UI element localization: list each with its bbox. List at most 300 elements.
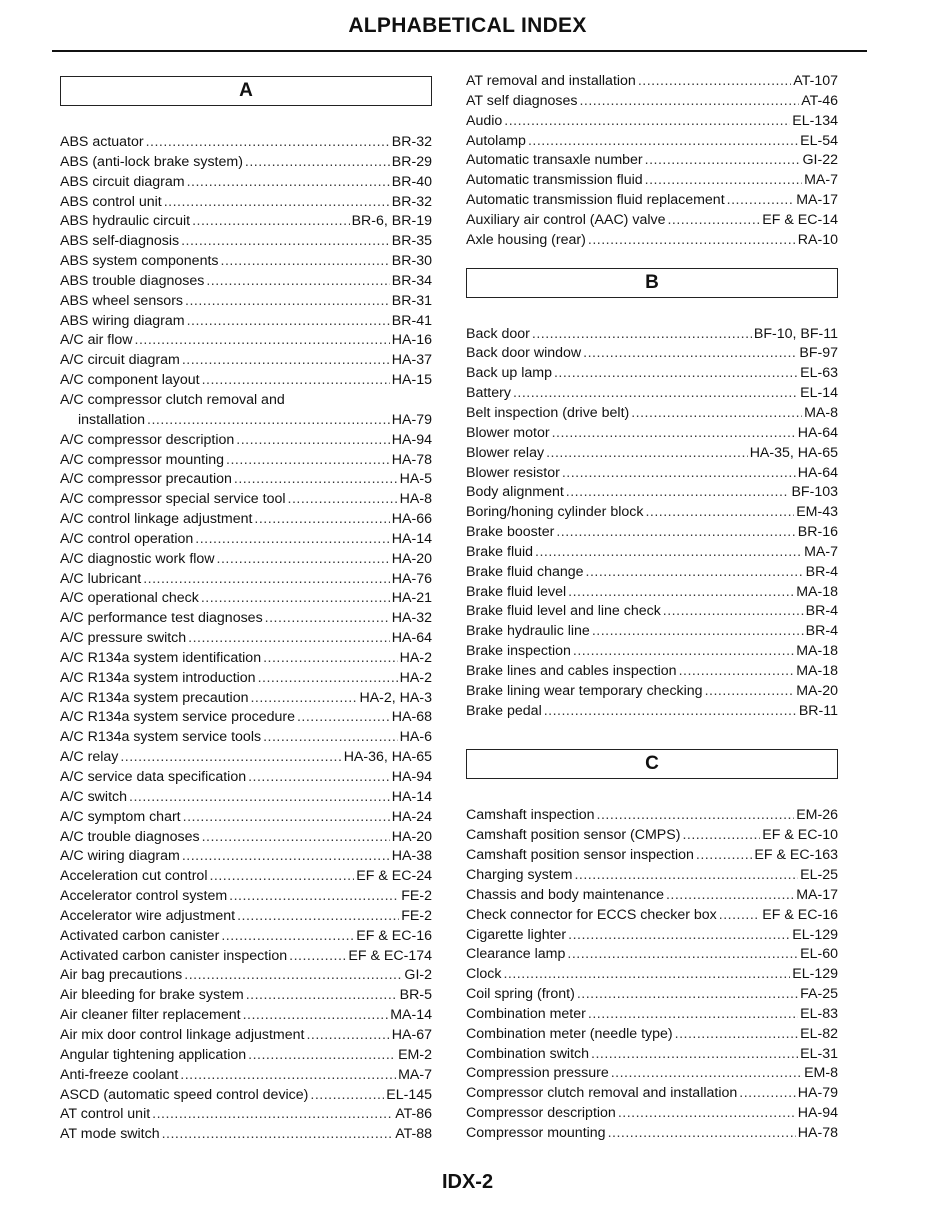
dot-leader <box>248 768 390 788</box>
entry-term: Autolamp <box>466 132 526 149</box>
dot-leader <box>645 503 794 523</box>
index-entry <box>60 927 432 947</box>
index-entry <box>466 483 838 503</box>
entry-page-ref: HA-76 <box>391 570 432 587</box>
entry-page-ref: EL-129 <box>792 926 838 943</box>
dot-leader <box>696 846 752 866</box>
entry-term: A/C R134a system precaution <box>60 689 249 706</box>
entry-page-ref: HA-64 <box>797 424 838 441</box>
entry-page-ref: HA-68 <box>391 709 432 726</box>
entry-page-ref: HA-2 <box>399 649 432 666</box>
entry-term: Combination meter <box>466 1005 586 1022</box>
index-entry <box>466 1025 838 1045</box>
dot-leader <box>618 1104 796 1124</box>
dot-leader <box>202 828 390 848</box>
index-entry <box>60 173 432 193</box>
entry-list-b <box>466 325 838 722</box>
index-entry <box>466 523 838 543</box>
entry-term: Axle housing (rear) <box>466 231 586 248</box>
dot-leader <box>562 464 796 484</box>
entry-term: Clearance lamp <box>466 946 566 963</box>
entry-term: Combination switch <box>466 1045 590 1062</box>
index-entry <box>466 132 838 152</box>
entry-page-ref: HA-35, HA-65 <box>749 444 838 461</box>
entry-term: Accelerator wire adjustment <box>60 907 236 924</box>
entry-page-ref: HA-20 <box>391 828 432 845</box>
entry-term: Air bag precautions <box>60 967 183 984</box>
entry-term: Coil spring (front) <box>466 986 575 1003</box>
dot-leader <box>162 1125 394 1145</box>
section-letter: A <box>239 80 253 101</box>
index-entry <box>466 384 838 404</box>
entry-page-ref: HA-38 <box>391 848 432 865</box>
entry-term: Automatic transaxle number <box>466 152 643 169</box>
entry-page-ref: EL-25 <box>800 867 838 883</box>
index-entry <box>60 907 432 927</box>
index-entry <box>466 1005 838 1025</box>
index-entry <box>60 847 432 867</box>
entry-page-ref: MA-14 <box>390 1007 432 1024</box>
dot-leader <box>727 191 795 211</box>
dot-leader <box>503 965 790 985</box>
entry-term: ABS wiring diagram <box>60 312 185 329</box>
entry-page-ref: AT-86 <box>395 1106 432 1123</box>
dot-leader <box>254 510 389 530</box>
index-entry <box>60 1066 432 1086</box>
index-entry <box>60 391 432 411</box>
index-column-right <box>466 72 838 1144</box>
entry-page-ref: HA-2 <box>399 669 432 686</box>
entry-page-ref: MA-7 <box>804 172 838 189</box>
entry-page-ref: HA-16 <box>391 332 432 349</box>
entry-page-ref: HA-14 <box>391 788 432 805</box>
entry-term: Camshaft position sensor inspection <box>466 847 694 864</box>
entry-page-ref: BR-4 <box>805 623 838 640</box>
entry-page-ref: EF & EC-163 <box>754 847 838 864</box>
dot-leader <box>201 589 390 609</box>
dot-leader <box>236 431 390 451</box>
entry-term: Belt inspection (drive belt) <box>466 404 630 421</box>
dot-leader <box>705 682 795 702</box>
index-entry <box>60 689 432 709</box>
index-entry <box>60 371 432 391</box>
entry-page-ref: FE-2 <box>401 888 432 905</box>
index-entry <box>466 171 838 191</box>
index-entry <box>60 748 432 768</box>
dot-leader <box>568 926 790 946</box>
entry-term: Chassis and body maintenance <box>466 886 664 903</box>
index-entry <box>466 191 838 211</box>
index-entry <box>466 211 838 231</box>
entry-term: Cigarette lighter <box>466 926 567 943</box>
page-number: IDX-2 <box>441 1171 494 1193</box>
entry-page-ref: EL-60 <box>800 946 838 963</box>
index-entry <box>60 1105 432 1125</box>
entry-term: Brake pedal <box>466 702 542 719</box>
entry-page-ref: EF & EC-16 <box>356 927 432 944</box>
index-entry <box>60 193 432 213</box>
index-entry <box>60 986 432 1006</box>
entry-page-ref: EM-26 <box>796 807 838 824</box>
entry-page-ref: EL-14 <box>800 385 838 402</box>
dot-leader <box>297 708 390 728</box>
index-entry <box>60 570 432 590</box>
index-entry <box>60 768 432 788</box>
dot-leader <box>263 728 398 748</box>
entry-term: Blower resistor <box>466 464 560 481</box>
entry-term: AT self diagnoses <box>466 92 578 109</box>
dot-leader <box>645 151 801 171</box>
entry-term: Brake inspection <box>466 643 571 660</box>
dot-leader <box>573 642 794 662</box>
entry-term: Body alignment <box>466 484 564 501</box>
index-entry <box>466 424 838 444</box>
dot-leader <box>289 947 346 967</box>
index-entry <box>466 464 838 484</box>
entry-page-ref: HA-2, HA-3 <box>359 689 432 706</box>
index-entry <box>466 1064 838 1084</box>
entry-term: Activated carbon canister <box>60 927 220 944</box>
entry-term: Brake lines and cables inspection <box>466 662 677 679</box>
entry-term: Compressor mounting <box>466 1124 606 1141</box>
entry-term: Brake fluid level and line check <box>466 603 661 620</box>
index-entry <box>60 431 432 451</box>
dot-leader <box>135 331 390 351</box>
index-entry <box>466 112 838 132</box>
entry-page-ref: EF & EC-24 <box>356 868 432 885</box>
dot-leader <box>221 927 354 947</box>
index-entry <box>60 312 432 332</box>
entry-term: A/C R134a system identification <box>60 649 262 666</box>
entry-page-ref: HA-66 <box>391 511 432 528</box>
index-entry <box>60 887 432 907</box>
entry-term: A/C symptom chart <box>60 808 181 825</box>
entry-term: ABS self-diagnosis <box>60 233 180 250</box>
dot-leader <box>638 72 791 92</box>
index-entry <box>466 325 838 345</box>
entry-page-ref: BR-6, BR-19 <box>351 213 432 230</box>
dot-leader <box>182 351 390 371</box>
entry-page-ref: EL-63 <box>800 365 838 382</box>
entry-page-ref: MA-7 <box>804 543 838 560</box>
dot-leader <box>217 550 390 570</box>
entry-page-ref: HA-8 <box>399 491 432 508</box>
entry-term: Brake fluid change <box>466 563 584 580</box>
dot-leader <box>187 173 390 193</box>
entry-term: Air bleeding for brake system <box>60 987 244 1004</box>
section-header-b <box>466 268 838 298</box>
index-entry <box>466 985 838 1005</box>
index-entry <box>60 153 432 173</box>
entry-page-ref: MA-8 <box>804 404 838 421</box>
index-entry <box>466 503 838 523</box>
section-header-a <box>60 76 432 106</box>
dot-leader <box>682 826 760 846</box>
index-entry <box>60 530 432 550</box>
entry-page-ref: BR-4 <box>805 563 838 580</box>
entry-term: Brake fluid level <box>466 583 567 600</box>
dot-leader <box>579 92 799 112</box>
entry-page-ref: HA-94 <box>391 431 432 448</box>
dot-leader <box>187 312 390 332</box>
entry-page-ref: GI-22 <box>802 152 838 169</box>
entry-term: A/C component layout <box>60 372 200 389</box>
dot-leader <box>234 470 398 490</box>
index-entry <box>466 642 838 662</box>
index-entry <box>60 808 432 828</box>
index-entry <box>60 1086 432 1106</box>
dot-leader <box>184 966 402 986</box>
dot-leader <box>666 886 794 906</box>
dot-leader <box>188 629 390 649</box>
index-entry <box>60 232 432 252</box>
entry-page-ref: EM-43 <box>796 504 838 521</box>
entry-term: A/C circuit diagram <box>60 352 180 369</box>
index-entry <box>466 965 838 985</box>
index-entry <box>60 708 432 728</box>
index-entry <box>466 1045 838 1065</box>
dot-leader <box>566 483 790 503</box>
dot-leader <box>552 424 796 444</box>
entry-term: AT removal and installation <box>466 73 636 89</box>
index-entry <box>60 629 432 649</box>
dot-leader <box>226 451 390 471</box>
entry-term: A/C compressor special service tool <box>60 491 286 508</box>
dot-leader <box>182 847 390 867</box>
index-entry <box>466 846 838 866</box>
entry-page-ref: BR-29 <box>391 153 432 170</box>
dot-leader <box>185 292 390 312</box>
dot-leader <box>306 1026 389 1046</box>
index-entry <box>60 252 432 272</box>
index-entry <box>60 669 432 689</box>
entry-term: Air mix door control linkage adjustment <box>60 1026 305 1043</box>
entry-page-ref: BF-103 <box>791 484 838 501</box>
entry-page-ref: HA-94 <box>391 769 432 785</box>
entry-page-ref: GI-2 <box>404 967 432 984</box>
entry-term: AT mode switch <box>60 1126 160 1143</box>
dot-leader <box>567 945 798 965</box>
section-header-c <box>466 749 838 779</box>
page-title: ALPHABETICAL INDEX <box>348 14 587 37</box>
entry-page-ref: HA-20 <box>391 550 432 567</box>
dot-leader <box>310 1086 384 1106</box>
entry-term: A/C R134a system introduction <box>60 669 256 686</box>
index-entry <box>60 510 432 530</box>
entry-page-ref: BR-30 <box>391 253 432 270</box>
entry-term: A/C compressor description <box>60 431 235 448</box>
entry-page-ref: BF-10, BF-11 <box>753 325 838 342</box>
entry-page-ref: HA-79 <box>797 1085 838 1102</box>
entry-page-ref: MA-17 <box>796 886 838 903</box>
entry-term: ABS wheel sensors <box>60 292 184 309</box>
dot-leader <box>577 985 798 1005</box>
dot-leader <box>568 583 794 603</box>
dot-leader <box>592 622 804 642</box>
index-entry <box>60 292 432 312</box>
index-entry <box>466 231 838 251</box>
index-entry <box>466 945 838 965</box>
entry-term: Air cleaner filter replacement <box>60 1007 241 1024</box>
entry-page-ref: BR-41 <box>391 312 432 329</box>
index-entry <box>60 1125 432 1145</box>
entry-page-ref: FA-25 <box>800 986 838 1003</box>
entry-term: A/C operational check <box>60 590 199 607</box>
entry-page-ref: BR-11 <box>798 702 838 719</box>
dot-leader <box>535 543 802 563</box>
entry-page-ref: HA-5 <box>399 471 432 488</box>
index-entry <box>466 702 838 722</box>
dot-leader <box>202 371 390 391</box>
index-entry <box>466 404 838 424</box>
dot-leader <box>248 1046 396 1066</box>
index-entry <box>466 92 838 112</box>
entry-page-ref: HA-78 <box>797 1124 838 1141</box>
index-entry <box>466 926 838 946</box>
index-entry <box>466 602 838 622</box>
dot-leader <box>164 193 390 213</box>
entry-term: A/C trouble diagnoses <box>60 828 200 845</box>
entry-page-ref: MA-18 <box>796 643 838 660</box>
dot-leader <box>120 748 341 768</box>
entry-term: AT control unit <box>60 1106 151 1123</box>
index-entry <box>466 543 838 563</box>
dot-leader <box>229 887 399 907</box>
dot-leader <box>739 1084 796 1104</box>
entry-list-c <box>466 806 838 1143</box>
entry-term: A/C service data specification <box>60 769 247 785</box>
entry-page-ref: HA-21 <box>391 590 432 607</box>
dot-leader <box>588 231 796 251</box>
entry-page-ref: BF-97 <box>799 345 838 362</box>
dot-leader <box>608 1124 796 1144</box>
entry-term: Accelerator control system <box>60 888 228 905</box>
entry-page-ref: HA-36, HA-65 <box>343 749 432 766</box>
dot-leader <box>675 1025 799 1045</box>
index-column-left <box>60 72 432 1145</box>
entry-term: Anti-freeze coolant <box>60 1066 179 1083</box>
index-entry <box>466 364 838 384</box>
title-rule <box>52 50 867 52</box>
entry-term: Acceleration cut control <box>60 868 208 885</box>
entry-page-ref: HA-94 <box>797 1105 838 1122</box>
entry-page-ref: BR-4 <box>805 603 838 620</box>
index-entry <box>466 906 838 926</box>
dot-leader <box>645 171 802 191</box>
entry-term: A/C control operation <box>60 530 194 547</box>
entry-term: ABS actuator <box>60 134 144 150</box>
entry-term: Combination meter (needle type) <box>466 1025 673 1042</box>
entry-page-ref: EF & EC-174 <box>348 947 432 964</box>
index-entry <box>60 1046 432 1066</box>
dot-leader <box>504 112 790 132</box>
entry-page-ref: AT-88 <box>395 1126 432 1143</box>
entry-page-ref: MA-17 <box>796 192 838 209</box>
entry-page-ref: HA-6 <box>399 729 432 746</box>
entry-term: Brake booster <box>466 524 555 541</box>
index-entry <box>60 331 432 351</box>
dot-leader <box>586 563 804 583</box>
entry-term: A/C diagnostic work flow <box>60 550 215 567</box>
index-entry <box>466 72 838 92</box>
entry-page-ref: BR-34 <box>391 272 432 289</box>
entry-term: Blower relay <box>466 444 545 461</box>
dot-leader <box>192 212 349 232</box>
entry-page-ref: MA-18 <box>796 662 838 679</box>
index-entry <box>466 344 838 364</box>
index-entry <box>60 490 432 510</box>
entry-term: ASCD (automatic speed control device) <box>60 1086 309 1103</box>
entry-page-ref: HA-24 <box>391 808 432 825</box>
entry-term: Compression pressure <box>466 1065 609 1082</box>
dot-leader <box>183 808 390 828</box>
entry-term: A/C R134a system service tools <box>60 729 262 746</box>
entry-page-ref: HA-32 <box>391 610 432 627</box>
index-entry <box>466 806 838 826</box>
dot-leader <box>243 1006 389 1026</box>
index-entry <box>60 649 432 669</box>
entry-term: A/C performance test diagnoses <box>60 610 263 627</box>
entry-term: Compressor description <box>466 1105 616 1122</box>
entry-page-ref: BR-32 <box>391 193 432 210</box>
dot-leader <box>206 272 389 292</box>
entry-term: Check connector for ECCS checker box <box>466 906 717 923</box>
entry-term: Camshaft inspection <box>466 807 595 824</box>
index-entry <box>60 728 432 748</box>
dot-leader <box>528 132 798 152</box>
entry-page-ref: MA-20 <box>796 682 838 699</box>
index-entry <box>60 133 432 153</box>
entry-page-ref: BR-31 <box>391 292 432 309</box>
entry-term: Battery <box>466 385 511 402</box>
entry-page-ref: AT-107 <box>793 73 838 89</box>
index-entry <box>466 151 838 171</box>
index-entry <box>60 828 432 848</box>
index-entry <box>60 589 432 609</box>
entry-page-ref: EM-8 <box>804 1065 838 1082</box>
entry-page-ref: BR-16 <box>797 524 838 541</box>
dot-leader <box>246 986 398 1006</box>
dot-leader <box>679 662 795 682</box>
dot-leader <box>258 669 398 689</box>
entry-term: Brake hydraulic line <box>466 623 590 640</box>
entry-page-ref: EL-54 <box>800 132 838 149</box>
index-entry <box>466 886 838 906</box>
index-entry <box>60 947 432 967</box>
index-entry <box>466 583 838 603</box>
dot-leader <box>265 609 390 629</box>
dot-leader <box>143 570 390 590</box>
entry-page-ref: EF & EC-14 <box>762 211 838 228</box>
dot-leader <box>129 788 390 808</box>
dot-leader <box>667 211 760 231</box>
dot-leader <box>611 1064 802 1084</box>
entry-page-ref: BR-32 <box>391 134 432 150</box>
entry-list-a <box>60 133 432 1145</box>
entry-term: Automatic transmission fluid <box>466 172 643 189</box>
dot-leader <box>513 384 798 404</box>
entry-page-ref: EL-31 <box>800 1045 838 1062</box>
entry-page-ref: MA-18 <box>796 583 838 600</box>
entry-term: A/C control linkage adjustment <box>60 511 253 528</box>
entry-page-ref: AT-46 <box>801 92 838 109</box>
index-entry <box>466 622 838 642</box>
entry-term: A/C compressor mounting <box>60 451 225 468</box>
dot-leader <box>147 411 390 431</box>
entry-term: ABS (anti-lock brake system) <box>60 153 243 170</box>
entry-term: A/C lubricant <box>60 570 142 587</box>
dot-leader <box>544 702 797 722</box>
